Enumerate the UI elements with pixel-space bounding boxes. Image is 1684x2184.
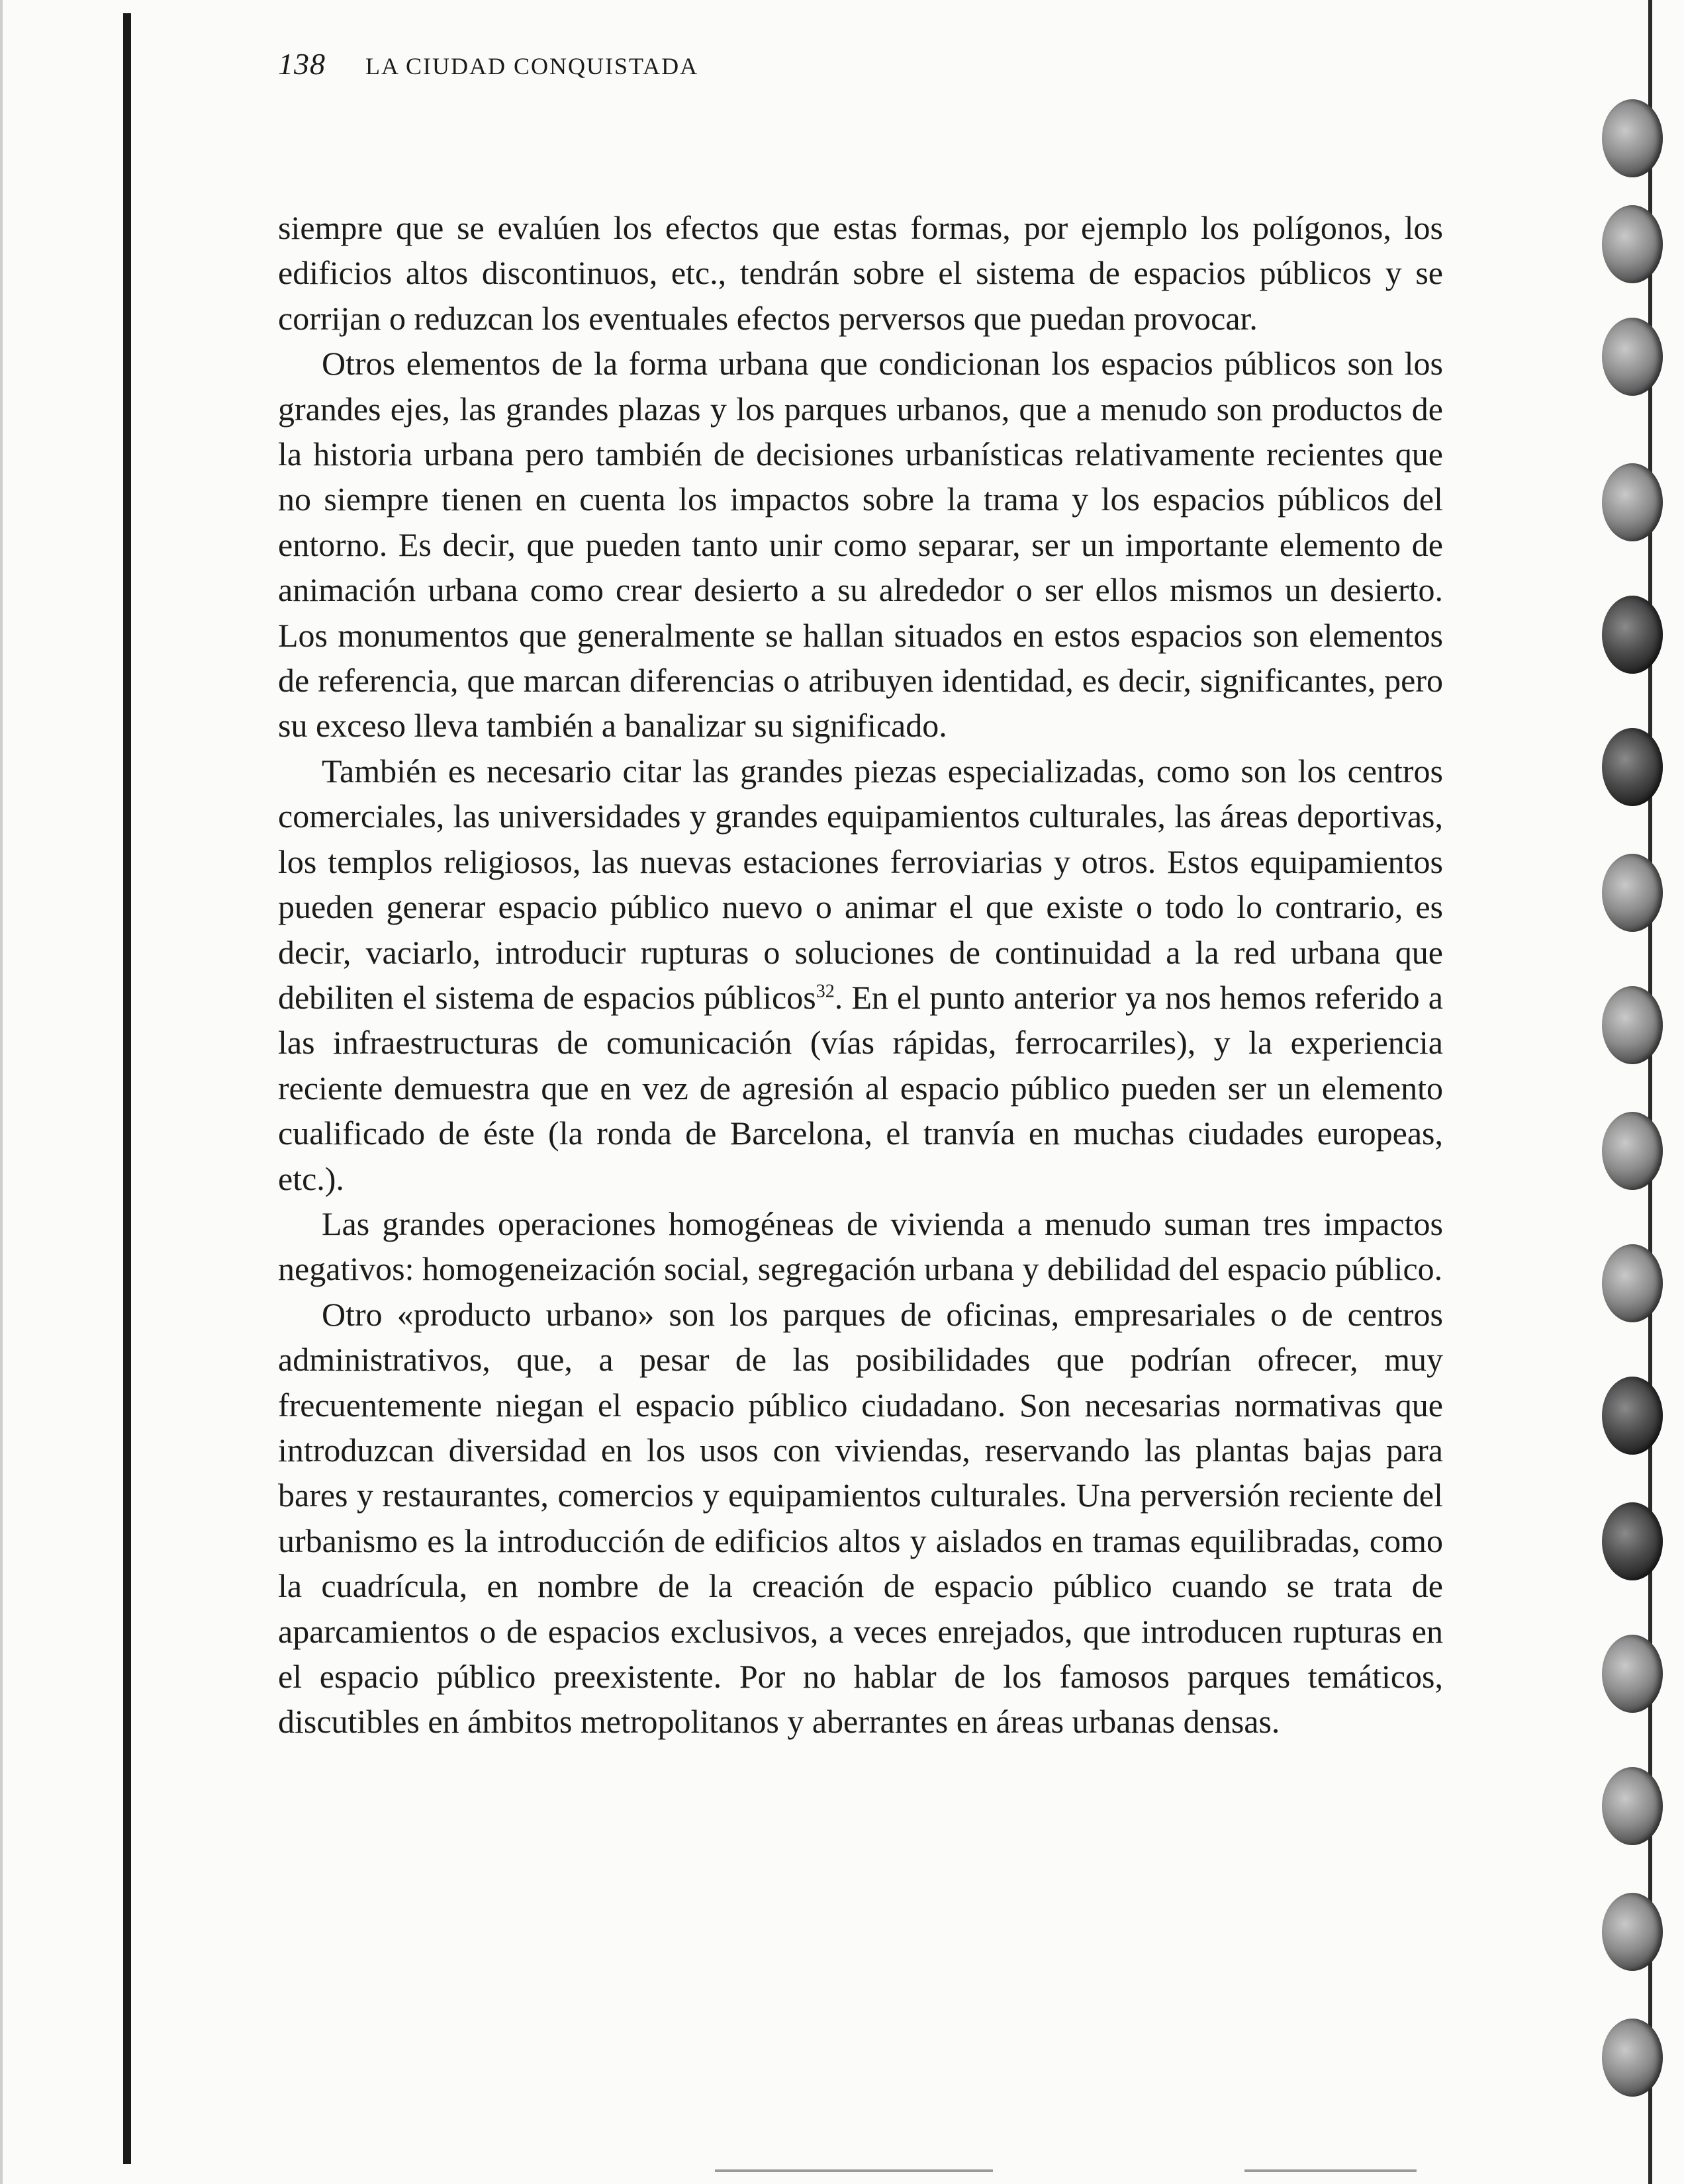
paragraph-3-part-1: También es necesario citar las grandes piezas especializadas, como son los centros comerciales, las universidades y grandes equipamientos culturales, las áreas deportivas, los templos religiosos, las nuevas estaciones ferroviarias y otros. Estos equipamientos pueden generar espacio público nuevo o animar el que existe o todo lo contrario, es decir, vaciarlo, introducir rupturas o soluciones de continuidad a la red urbana que debiliten el sistema de espacios públicos — [278, 752, 1443, 1016]
scan-artifact — [1244, 2169, 1417, 2172]
page-number: 138 — [278, 47, 326, 81]
binding-ring — [1602, 1377, 1663, 1455]
binding-ring — [1602, 596, 1663, 674]
paragraph-1: siempre que se evalúen los efectos que estas formas, por ejemplo los polígonos, los edificios altos discontinuos, etc., tendrán sobre el sistema de espacios públicos y se corrijan o reduzcan los eventuales efectos perversos que puedan provocar. — [278, 209, 1443, 337]
page-edge — [0, 0, 3, 2184]
binding-ring — [1602, 986, 1663, 1064]
paragraph-3-part-2: . En el punto anterior ya nos hemos referido a las infraestructuras de comunicación (vías rápidas, ferrocarriles), y la experiencia reciente demuestra que en vez de agresión al espacio público pueden ser un elemento cualificado de éste (la ronda de Barcelona, el tranvía en muchas ciudades europeas, etc.). — [278, 978, 1443, 1197]
binding-ring — [1602, 1502, 1663, 1580]
binding-ring — [1602, 1893, 1663, 1971]
binding-ring — [1602, 854, 1663, 932]
binding-ring — [1602, 99, 1663, 177]
paragraph-4: Las grandes operaciones homogéneas de vivienda a menudo suman tres impactos negativos: homogeneización social, segregación urbana y debilidad del espacio público. — [278, 1205, 1443, 1288]
binding-ring — [1602, 1635, 1663, 1713]
scan-artifact — [715, 2169, 993, 2172]
paragraph-5: Otro «producto urbano» son los parques de oficinas, empresariales o de centros administrativos, que, a pesar de las posibilidades que podrían ofrecer, muy frecuentemente niegan el espacio público ciudadano. Son necesarias normativas que introduzcan diversidad en los usos con viviendas, reservando las plantas bajas para bares y restaurantes, comercios y equipamientos culturales. Una perversión reciente del urbanismo es la introducción de edificios altos y aislados en tramas equilibradas, como la cuadrícula, en nombre de la creación de espacio público cuando se trata de aparcamientos o de espacios exclusivos, a veces enrejados, que introducen rupturas en el espacio público preexistente. Por no hablar de los famosos parques temáticos, discutibles en ámbitos metropolitanos y aberrantes en áreas urbanas densas. — [278, 1295, 1443, 1741]
paragraph-3 — [278, 749, 1443, 1201]
spiral-binding — [1575, 0, 1684, 2184]
paragraph-2: Otros elementos de la forma urbana que condicionan los espacios públicos son los grandes ejes, las grandes plazas y los parques urbanos, que a menudo son productos de la historia urbana pero también de decisiones urbanísticas relativamente recientes que no siempre tienen en cuenta los impactos sobre la trama y los espacios públicos del entorno. Es decir, que pueden tanto unir como separar, ser un importante elemento de animación urbana como crear desierto a su alrededor o ser ellos mismos un desierto. Los monumentos que generalmente se hallan situados en estos espacios son elementos de referencia, que marcan diferencias o atribuyen identidad, es decir, significantes, pero su exceso lleva también a banalizar su significado. — [278, 345, 1443, 745]
footnote-marker: 32 — [816, 981, 835, 1002]
running-header — [278, 46, 698, 99]
binding-ring — [1602, 1244, 1663, 1322]
book-title: LA CIUDAD CONQUISTADA — [365, 53, 699, 79]
binding-ring — [1602, 205, 1663, 283]
gutter-shadow-line — [123, 13, 131, 2164]
binding-ring — [1602, 463, 1663, 541]
binding-ring — [1602, 2019, 1663, 2097]
binding-ring — [1602, 1767, 1663, 1845]
binding-ring — [1602, 318, 1663, 396]
binding-ring — [1602, 1112, 1663, 1190]
body-text — [278, 205, 1443, 2071]
binding-ring — [1602, 728, 1663, 806]
